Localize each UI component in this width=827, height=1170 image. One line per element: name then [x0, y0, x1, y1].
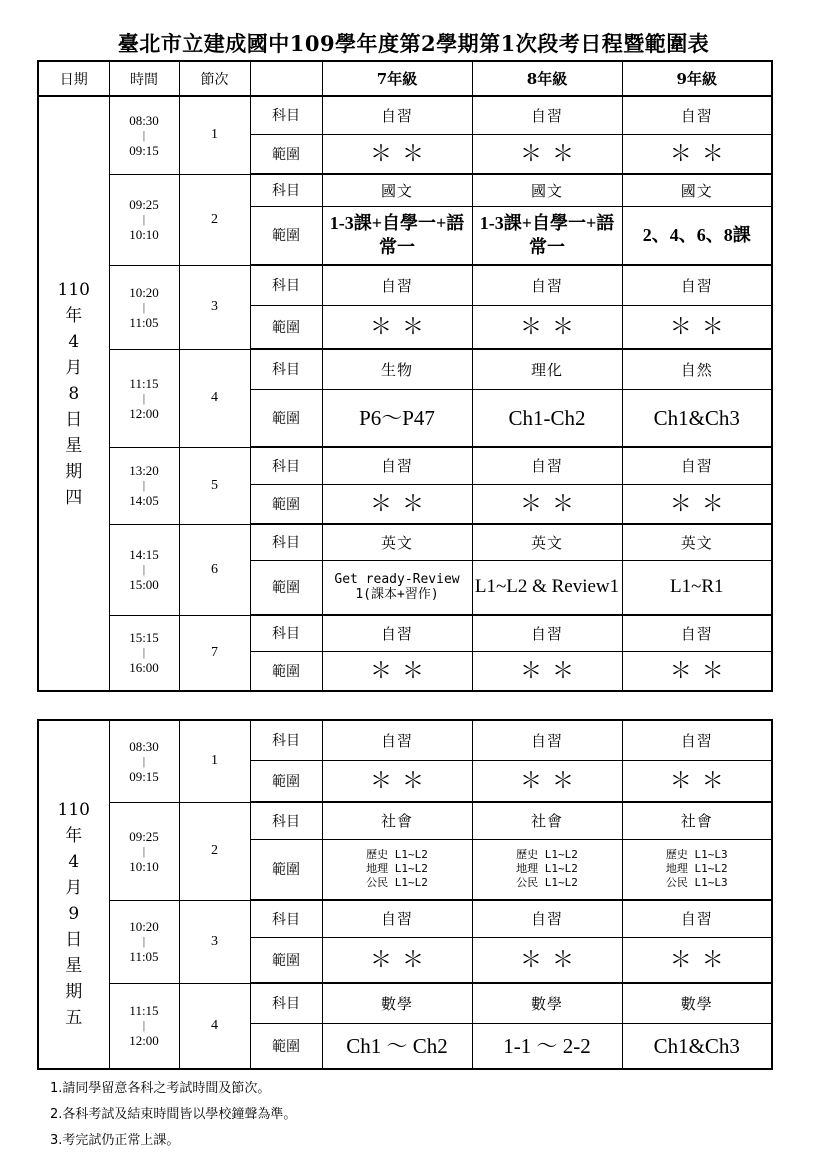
subject-cell: 理化 — [472, 349, 622, 389]
scope-cell: Ch1-Ch2 — [472, 389, 622, 447]
header-grade-7: 7年級 — [322, 61, 472, 96]
subject-cell: 國文 — [322, 174, 472, 206]
subject-cell: 自習 — [622, 720, 772, 760]
table-row — [38, 174, 772, 206]
period-number: 1 — [179, 720, 250, 802]
subject-cell: 社會 — [322, 802, 472, 839]
scope-cell: ＊＊ — [472, 651, 622, 691]
scope-cell: ＊＊ — [622, 484, 772, 524]
period-number: 2 — [179, 174, 250, 265]
period-number: 2 — [179, 802, 250, 900]
time-cell: 13:20 | 14:05 — [109, 447, 179, 524]
period-number: 7 — [179, 615, 250, 691]
scope-label: 範圍 — [250, 1023, 322, 1069]
scope-cell: Ch1&Ch3 — [622, 1023, 772, 1069]
time-cell: 14:15 | 15:00 — [109, 524, 179, 615]
subject-cell: 數學 — [322, 983, 472, 1023]
scope-cell: P6～P47 — [322, 389, 472, 447]
table-row — [38, 265, 772, 305]
subject-cell: 生物 — [322, 349, 472, 389]
subject-cell: 自習 — [322, 615, 472, 651]
time-cell: 08:30 | 09:15 — [109, 720, 179, 802]
subject-label: 科目 — [250, 349, 322, 389]
time-cell: 11:15 | 12:00 — [109, 349, 179, 447]
notes-list — [50, 1076, 296, 1154]
schedule-table-day2 — [37, 719, 773, 1070]
scope-cell: ＊＊ — [472, 134, 622, 174]
subject-label: 科目 — [250, 802, 322, 839]
subject-cell: 社會 — [472, 802, 622, 839]
subject-label: 科目 — [250, 983, 322, 1023]
subject-cell: 自然 — [622, 349, 772, 389]
date-cell-day1: 110 年 4 月 8 日 星 期 四 — [38, 96, 109, 691]
scope-cell: Ch1&Ch3 — [622, 389, 772, 447]
scope-cell: ＊＊ — [622, 760, 772, 802]
subject-cell: 自習 — [472, 615, 622, 651]
subject-label: 科目 — [250, 174, 322, 206]
scope-cell: ＊＊ — [622, 134, 772, 174]
scope-cell: 1-1 ～ 2-2 — [472, 1023, 622, 1069]
subject-cell: 數學 — [472, 983, 622, 1023]
header-time: 時間 — [109, 61, 179, 96]
period-number: 4 — [179, 983, 250, 1069]
scope-label: 範圍 — [250, 134, 322, 174]
subject-cell: 自習 — [472, 96, 622, 134]
period-number: 5 — [179, 447, 250, 524]
page-title: 臺北市立建成國中109學年度第2學期第1次段考日程暨範圍表 — [117, 31, 710, 56]
subject-cell: 英文 — [622, 524, 772, 560]
scope-label: 範圍 — [250, 560, 322, 615]
scope-label: 範圍 — [250, 389, 322, 447]
subject-cell: 自習 — [472, 265, 622, 305]
scope-cell: ＊＊ — [472, 484, 622, 524]
subject-label: 科目 — [250, 265, 322, 305]
period-number: 4 — [179, 349, 250, 447]
time-cell: 10:20 | 11:05 — [109, 900, 179, 983]
scope-cell: ＊＊ — [622, 651, 772, 691]
period-number: 3 — [179, 265, 250, 349]
subject-cell: 自習 — [472, 447, 622, 484]
scope-cell: Ch1 ～ Ch2 — [322, 1023, 472, 1069]
scope-cell: ＊＊ — [472, 305, 622, 349]
subject-cell: 國文 — [622, 174, 772, 206]
table-row — [38, 96, 772, 134]
note-item: 3.考完試仍正常上課。 — [50, 1133, 180, 1148]
subject-cell: 自習 — [472, 900, 622, 937]
header-date: 日期 — [38, 61, 109, 96]
subject-label: 科目 — [250, 720, 322, 760]
subject-cell: 自習 — [622, 900, 772, 937]
time-cell: 08:30 | 09:15 — [109, 96, 179, 174]
period-number: 6 — [179, 524, 250, 615]
note-item: 1.請同學留意各科之考試時間及節次。 — [50, 1081, 271, 1096]
header-row — [38, 61, 772, 96]
subject-cell: 自習 — [322, 96, 472, 134]
scope-cell: Get ready-Review 1(課本+習作) — [322, 560, 472, 615]
scope-cell: 2、4、6、8課 — [622, 206, 772, 265]
table-row — [38, 447, 772, 484]
scope-cell: ＊＊ — [622, 305, 772, 349]
header-period: 節次 — [179, 61, 250, 96]
subject-cell: 自習 — [322, 900, 472, 937]
table-row — [38, 983, 772, 1023]
scope-label: 範圍 — [250, 484, 322, 524]
subject-label: 科目 — [250, 900, 322, 937]
period-number: 1 — [179, 96, 250, 174]
table-row — [38, 615, 772, 651]
time-cell: 09:25 | 10:10 — [109, 174, 179, 265]
scope-cell: ＊＊ — [322, 134, 472, 174]
table-row — [38, 349, 772, 389]
scope-cell: ＊＊ — [322, 305, 472, 349]
scope-label: 範圍 — [250, 760, 322, 802]
subject-cell: 國文 — [472, 174, 622, 206]
subject-label: 科目 — [250, 447, 322, 484]
scope-cell: 歷史 L1~L2 地理 L1~L2 公民 L1~L2 — [322, 839, 472, 900]
scope-cell: 歷史 L1~L2 地理 L1~L2 公民 L1~L2 — [472, 839, 622, 900]
time-cell: 10:20 | 11:05 — [109, 265, 179, 349]
scope-cell: ＊＊ — [322, 484, 472, 524]
time-cell: 15:15 | 16:00 — [109, 615, 179, 691]
subject-cell: 數學 — [622, 983, 772, 1023]
subject-cell: 自習 — [622, 615, 772, 651]
header-grade-9: 9年級 — [622, 61, 772, 96]
header-grade-8: 8年級 — [472, 61, 622, 96]
scope-cell: ＊＊ — [322, 937, 472, 983]
table-row — [38, 900, 772, 937]
subject-cell: 英文 — [472, 524, 622, 560]
subject-cell: 自習 — [622, 447, 772, 484]
time-cell: 11:15 | 12:00 — [109, 983, 179, 1069]
scope-cell: ＊＊ — [322, 651, 472, 691]
scope-cell: ＊＊ — [322, 760, 472, 802]
subject-label: 科目 — [250, 96, 322, 134]
scope-label: 範圍 — [250, 839, 322, 900]
scope-cell: 1-3課+自學一+語常一 — [472, 206, 622, 265]
scope-label: 範圍 — [250, 305, 322, 349]
time-cell: 09:25 | 10:10 — [109, 802, 179, 900]
period-number: 3 — [179, 900, 250, 983]
schedule-table-day1 — [37, 60, 773, 692]
header-blank — [250, 61, 322, 96]
subject-cell: 自習 — [622, 265, 772, 305]
note-item: 2.各科考試及結束時間皆以學校鐘聲為準。 — [50, 1107, 297, 1122]
subject-cell: 社會 — [622, 802, 772, 839]
scope-cell: L1~R1 — [622, 560, 772, 615]
table-row — [38, 720, 772, 760]
subject-cell: 自習 — [322, 265, 472, 305]
scope-cell: ＊＊ — [472, 760, 622, 802]
scope-cell: ＊＊ — [622, 937, 772, 983]
subject-cell: 自習 — [322, 447, 472, 484]
scope-label: 範圍 — [250, 206, 322, 265]
scope-cell: L1~L2 & Review1 — [472, 560, 622, 615]
scope-label: 範圍 — [250, 937, 322, 983]
subject-cell: 英文 — [322, 524, 472, 560]
scope-label: 範圍 — [250, 651, 322, 691]
subject-label: 科目 — [250, 524, 322, 560]
subject-cell: 自習 — [622, 96, 772, 134]
scope-cell: 歷史 L1~L3 地理 L1~L2 公民 L1~L3 — [622, 839, 772, 900]
scope-cell: ＊＊ — [472, 937, 622, 983]
date-cell-day2: 110 年 4 月 9 日 星 期 五 — [38, 720, 109, 1069]
subject-cell: 自習 — [472, 720, 622, 760]
subject-label: 科目 — [250, 615, 322, 651]
table-row — [38, 524, 772, 560]
scope-cell: 1-3課+自學一+語常一 — [322, 206, 472, 265]
table-row — [38, 802, 772, 839]
subject-cell: 自習 — [322, 720, 472, 760]
